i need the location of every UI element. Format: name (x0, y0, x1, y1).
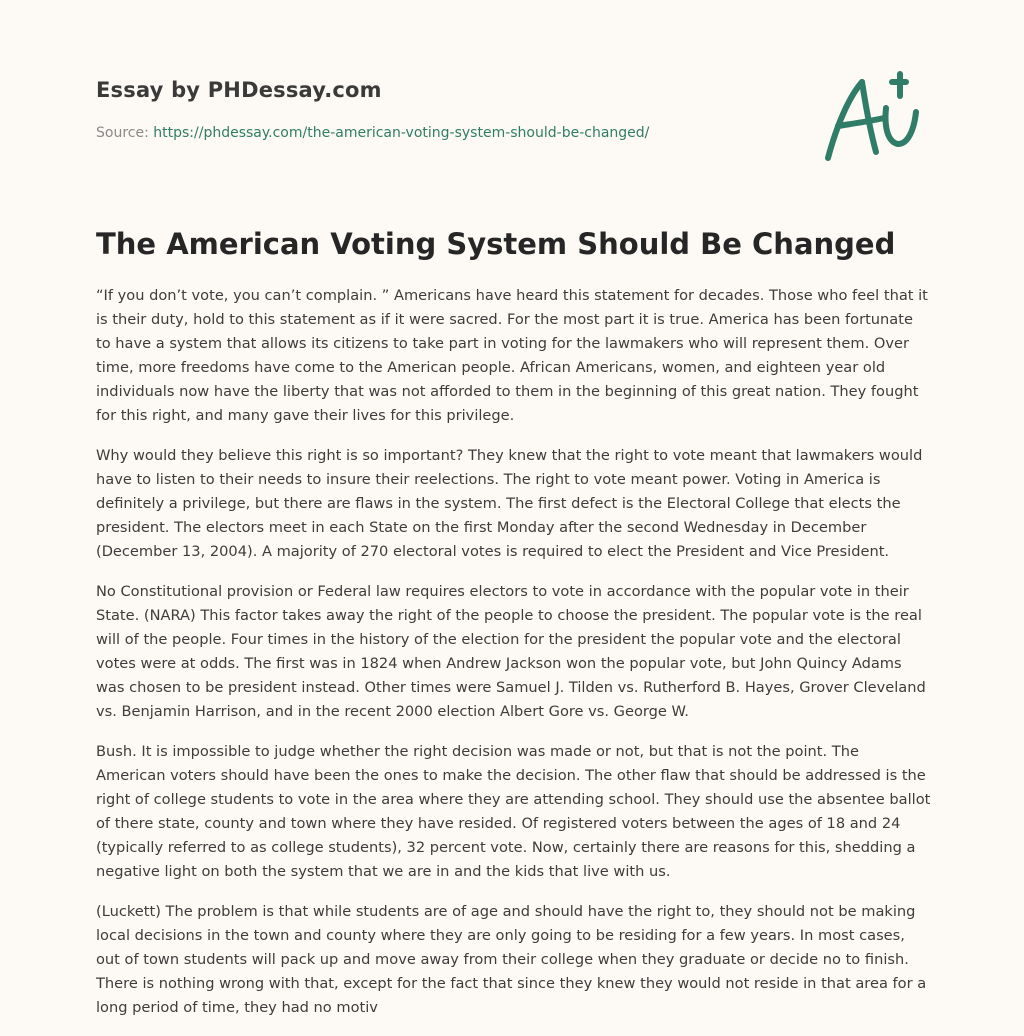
paragraph: Bush. It is impossible to judge whether the right decision was made or not, but that is not the point. The American voters should have been the ones to make the decision. The other flaw that should be addressed is the right of college students to vote in the area where they are attending school. They should use the absentee ballot of there state, county and town where they have resided. Of registered voters between the ages of 18 and 24 (typically referred to as college students), 32 percent vote. Now, certainly there are reasons for this, shedding a negative light on both the system that we are in and the kids that live with us. (96, 743, 931, 880)
paragraph: No Constitutional provision or Federal law requires electors to vote in accordance with the popular vote in their State. (NARA) This factor takes away the right of the people to choose the president. The popular vote is the real will of the people. Four times in the history of the election for the president the popular vote and the electoral votes were at odds. The first was in 1824 when Andrew Jackson won the popular vote, but John Quincy Adams was chosen to be president instead. Other times were Samuel J. Tilden vs. Rutherford B. Hayes, Grover Cleveland vs. Benjamin Harrison, and in the recent 2000 election Albert Gore vs. George W. (96, 583, 926, 720)
article-body (96, 284, 932, 1036)
paragraph: “If you don’t vote, you can’t complain. ” Americans have heard this statement for decades. Those who feel that it is their duty, hold to this statement as if it were sacred. For the most part it is true. America has been fortunate to have a system that allows its citizens to take part in voting for the lawmakers who will represent them. Over time, more freedoms have come to the American people. African Americans, women, and eighteen year old individuals now have the liberty that was not afforded to them in the beginning of this great nation. They fought for this right, and many gave their lives for this privilege. (96, 287, 928, 424)
source-line (96, 124, 649, 142)
site-header (96, 76, 736, 141)
a-plus-grade-logo-icon (822, 68, 926, 164)
brand-title: Essay by PHDessay.com (96, 78, 382, 102)
source-label: Source: (96, 125, 154, 141)
article-title: The American Voting System Should Be Changed (96, 227, 896, 261)
paragraph: (Luckett) The problem is that while students are of age and should have the right to, they should not be making local decisions in the town and county where they are only going to be residing for a few years. In most cases, out of town students will pack up and move away from their college when they graduate or decide no to finish. There is nothing wrong with that, except for the fact that since they knew they would not reside in that area for a long period of time, they had no motiv (96, 903, 927, 1016)
source-link[interactable]: https://phdessay.com/the-american-voting-system-should-be-changed/ (153, 125, 650, 141)
paragraph: Why would they believe this right is so important? They knew that the right to vote meant that lawmakers would have to listen to their needs to insure their reelections. The right to vote meant power. Voting in America is definitely a privilege, but there are flaws in the system. The first defect is the Electoral College that elects the president. The electors meet in each State on the first Monday after the second Wednesday in December (December 13, 2004). A majority of 270 electoral votes is required to elect the President and Vice President. (96, 447, 923, 560)
